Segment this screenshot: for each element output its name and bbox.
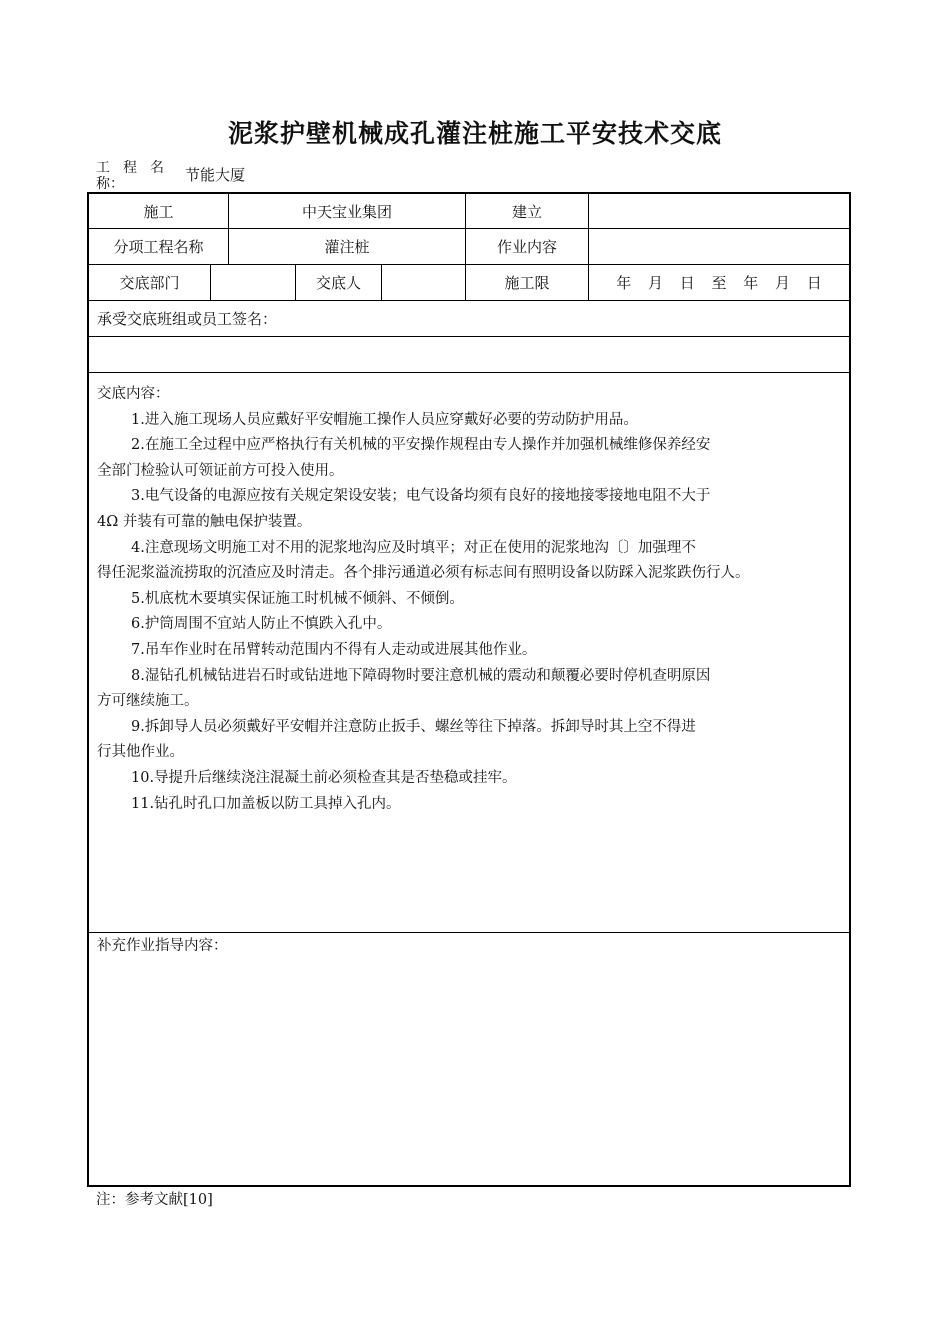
project-name-label-cont: 称： xyxy=(96,176,124,192)
content-line: 7.吊车作业时在吊臂转动范围内不得有人走动或进展其他作业。 xyxy=(131,641,537,658)
content-line: 行其他作业。 xyxy=(97,744,184,761)
discloser-value xyxy=(382,265,465,300)
disclosure-dept-value xyxy=(211,265,295,300)
subproject-name-value: 灌注桩 xyxy=(324,238,370,256)
content-line: 得任泥浆溢流捞取的沉渣应及时清走。各个排污通道必须有标志间有照明设备以防踩入泥浆跌伤行人。 xyxy=(97,565,750,582)
content-line: 10.导提升后继续浇注混凝土前必须检查其是否垫稳或挂牢。 xyxy=(131,769,517,786)
signature-field xyxy=(89,337,849,372)
construction-label: 施工 xyxy=(143,202,174,221)
content-line: 9.拆卸导人员必须戴好平安帽并注意防止扳手、螺丝等往下掉落。拆卸导时其上空不得进 xyxy=(131,718,696,735)
disclosure-content xyxy=(97,382,837,817)
content-line: 8.湿钻孔机械钻进岩石时或钻进地下障碍物时要注意机械的震动和颠覆必要时停机查明原因 xyxy=(131,667,711,684)
content-line: 5.机底枕木要填实保证施工时机械不倾斜、不倾倒。 xyxy=(131,590,464,607)
construction-unit-value: 中天宝业集团 xyxy=(301,202,392,221)
disclosure-form-table xyxy=(87,192,851,1187)
signature-label: 承受交底班组或员工签名： xyxy=(97,310,278,328)
row-divider xyxy=(89,372,849,373)
build-label: 建立 xyxy=(511,202,542,221)
work-content-value xyxy=(589,229,849,264)
discloser-label: 交底人 xyxy=(315,274,361,292)
content-line: 4Ω 并装有可靠的触电保护装置。 xyxy=(97,513,312,530)
subproject-name-label: 分项工程名称 xyxy=(113,238,204,256)
content-line: 6.护筒周围不宜站人防止不慎跌入孔中。 xyxy=(131,616,392,633)
row-divider xyxy=(89,932,849,933)
content-line: 2.在施工全过程中应严格执行有关机械的平安操作规程由专人操作并加强机械维修保养经安 xyxy=(131,437,711,454)
footnote: 注：参考文献[10] xyxy=(96,1192,213,1208)
content-line: 4.注意现场文明施工对不用的泥浆地沟应及时填平；对正在使用的泥浆地沟〔〕加强理不 xyxy=(131,539,696,556)
supplementary-guidance-label: 补充作业指导内容： xyxy=(97,938,228,954)
content-line: 全部门检验认可领证前方可投入使用。 xyxy=(97,462,344,479)
disclosure-dept-label: 交底部门 xyxy=(119,274,180,292)
content-line: 1.进入施工现场人员应戴好平安帽施工操作人员应穿戴好必要的劳动防护用品。 xyxy=(131,411,638,428)
work-content-label: 作业内容 xyxy=(496,238,557,256)
document-title: 泥浆护壁机械成孔灌注桩施工平安技术交底 xyxy=(227,119,722,148)
content-heading: 交底内容： xyxy=(97,386,170,402)
construction-period-label: 施工限 xyxy=(504,274,550,292)
construction-period-value: 年 月 日 至 年 月 日 xyxy=(616,274,822,292)
project-name-label: 工程名 xyxy=(96,160,177,176)
build-value xyxy=(589,194,849,228)
content-line: 方可继续施工。 xyxy=(97,693,199,710)
project-name-value: 节能大厦 xyxy=(185,166,246,184)
content-line: 3.电气设备的电源应按有关规定架设安装；电气设备均须有良好的接地接零接地电阻不大于 xyxy=(131,488,711,505)
content-line: 11.钻孔时孔口加盖板以防工具掉入孔内。 xyxy=(131,795,401,812)
